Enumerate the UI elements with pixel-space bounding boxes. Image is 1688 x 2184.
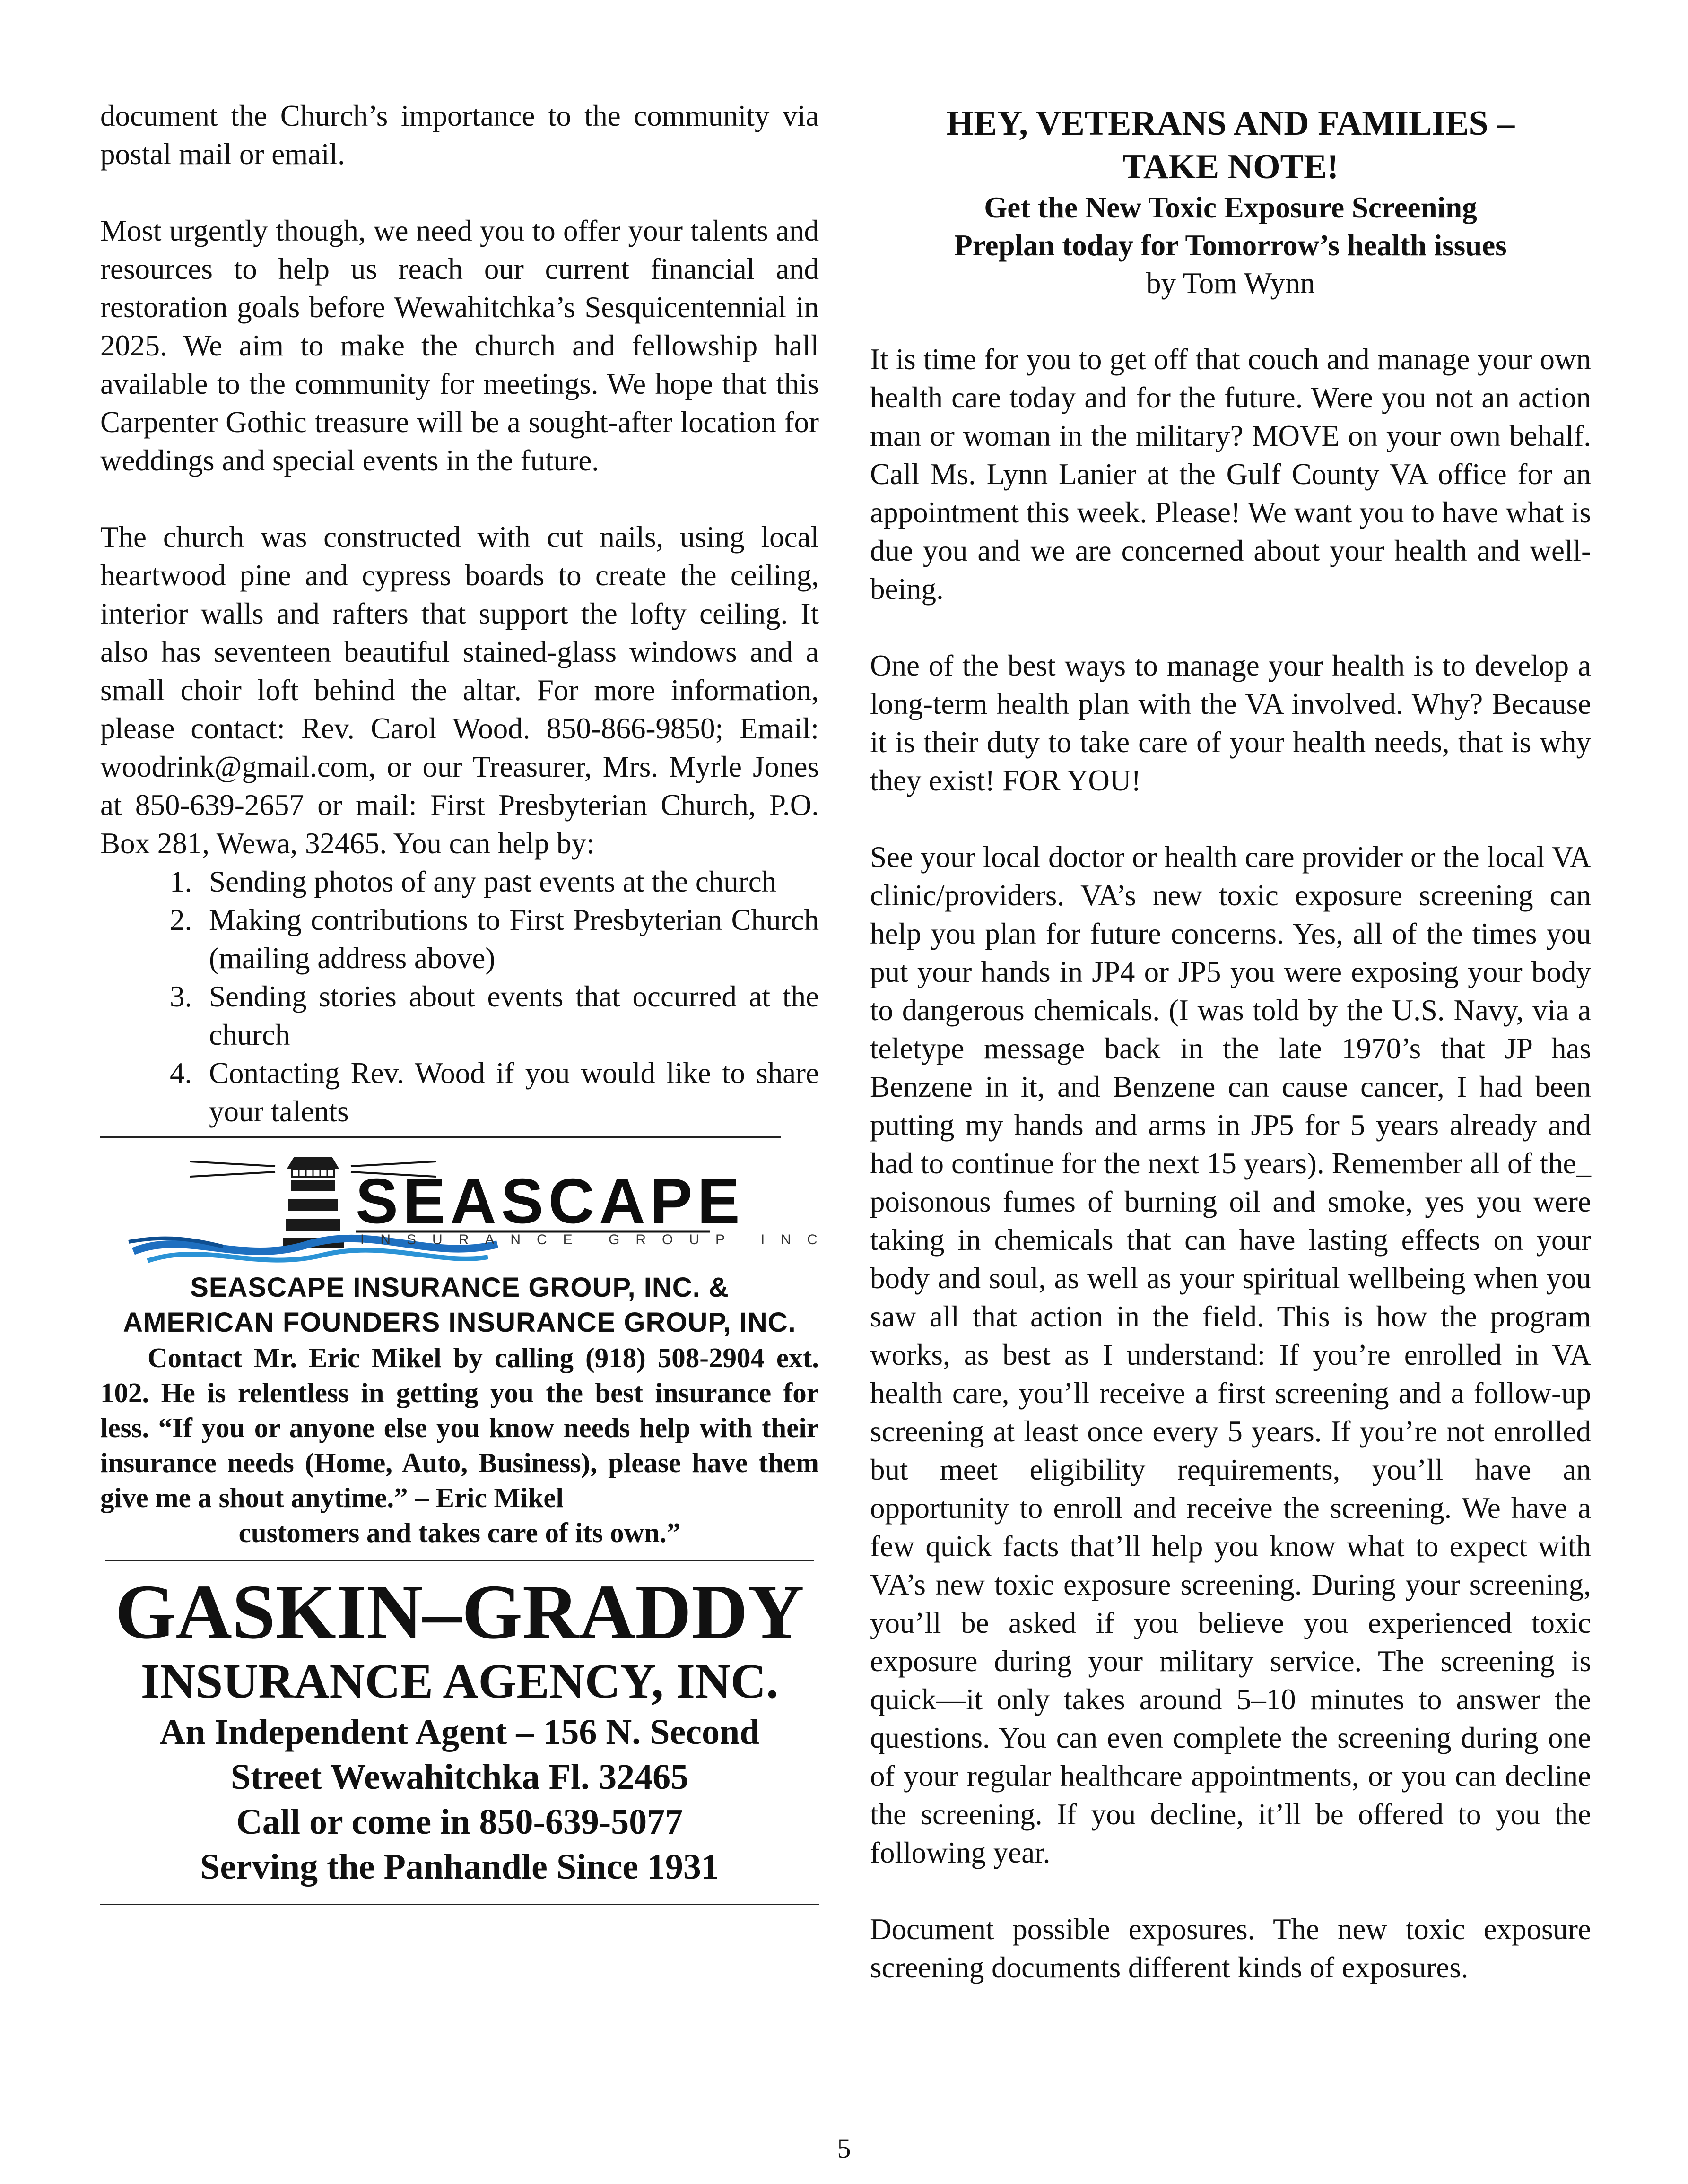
section-divider bbox=[100, 1904, 819, 1905]
right-column bbox=[870, 102, 1591, 1987]
gaskin-graddy-address-line: Street Wewahitchka Fl. 32465 bbox=[230, 1757, 689, 1797]
church-history-paragraph: The church was constructed with cut nails, using local heartwood pine and cypress boards to create the ceiling, interior walls and rafters that support the lofty ceiling. It also has seventeen beautiful stained-glass windows and a small choir loft behind the altar. For more information, please contact: Rev. Carol Wood. 850-866-9850; Email: woodrink@gmail.com, or our Treasurer, Mrs. Myrle Jones at 850-639-2657 or mail: First Presbyterian Church, P.O. Box 281, Wewa, 32465. You can help by: bbox=[100, 520, 819, 860]
section-divider bbox=[105, 1560, 814, 1561]
help-list-item: 2. Making contributions to First Presbyterian Church (mailing address above) bbox=[200, 901, 819, 978]
help-list bbox=[100, 863, 819, 1131]
section-divider bbox=[100, 1136, 781, 1138]
gaskin-graddy-title: GASKIN–GRADDY bbox=[115, 1569, 804, 1655]
seascape-logo bbox=[100, 1147, 834, 1265]
article-byline: by Tom Wynn bbox=[1146, 267, 1315, 300]
gaskin-graddy-address-line: An Independent Agent – 156 N. Second bbox=[159, 1712, 760, 1752]
lighthouse-logo-icon bbox=[129, 1147, 834, 1265]
article-paragraph: It is time for you to get off that couch and manage your own health care today and for the future. Were you not an action man or woman in the military? MOVE on your own behalf. Call Ms. Lynn Lanier at the Gulf County VA office for an appointment this week. Please! We want you to have what is due you and we are concerned about your health and well-being. bbox=[870, 343, 1591, 606]
article-paragraph: One of the best ways to manage your health is to develop a long-term health plan with the VA involved. Why? Because it is their duty to take care of your health needs, that is why they exist! FOR YOU! bbox=[870, 649, 1591, 797]
church-intro-paragraph: document the Church’s importance to the community via postal mail or email. bbox=[100, 99, 819, 171]
page-number: 5 bbox=[837, 2133, 851, 2164]
help-list-item: 1. Sending photos of any past events at the church bbox=[200, 863, 819, 901]
gaskin-graddy-subtitle: INSURANCE AGENCY, INC. bbox=[140, 1654, 779, 1708]
article-headline: HEY, VETERANS AND FAMILIES – bbox=[946, 104, 1515, 143]
seascape-tail-text: customers and takes care of its own.” bbox=[238, 1517, 681, 1548]
seascape-logo-word: SEASCAPE bbox=[356, 1165, 745, 1237]
left-column bbox=[100, 97, 834, 1905]
article-paragraph: Document possible exposures. The new toxic exposure screening documents different kinds of exposures. bbox=[870, 1913, 1591, 1984]
seascape-contact-text: Contact Mr. Eric Mikel by calling (918) 508-2904 ext. 102. He is relentless in getting you the best insurance for less. “If you or anyone else you know needs help with their insurance needs (Home, Auto, Business), please have them give me a shout anytime.” – Eric Mikel bbox=[100, 1342, 819, 1513]
gaskin-graddy-phone-line: Call or come in 850-639-5077 bbox=[236, 1802, 683, 1842]
article-subheadline: Get the New Toxic Exposure Screening bbox=[984, 191, 1477, 224]
seascape-company-names: SEASCAPE INSURANCE GROUP, INC. & AMERICAN FOUNDERS INSURANCE GROUP, INC. bbox=[123, 1272, 796, 1338]
help-list-item: 3. Sending stories about events that occurred at the church bbox=[200, 978, 819, 1054]
gaskin-graddy-since-line: Serving the Panhandle Since 1931 bbox=[200, 1847, 719, 1887]
seascape-logo-subtitle: INSURANCE GROUP INC bbox=[360, 1232, 834, 1248]
help-list-item: 4. Contacting Rev. Wood if you would like to share your talents bbox=[200, 1054, 819, 1131]
article-subheadline: Preplan today for Tomorrow’s health issues bbox=[954, 229, 1507, 262]
article-headline: TAKE NOTE! bbox=[1122, 147, 1339, 186]
article-paragraph: See your local doctor or health care provider or the local VA clinic/providers. VA’s new toxic exposure screening can help you plan for future concerns. Yes, all of the times you put your hands in JP4 or JP5 you were exposing your body to dangerous chemicals. (I was told by the U.S. Navy, via a teletype message back in the late 1970’s that JP has Benzene in it, and Benzene can cause cancer, I had been putting my hands and arms in JP5 for 5 years already and had to continue for the next 15 years). Remember all of the_ poisonous fumes of burning oil and smoke, yes you were taking in chemicals that can have lasting effects on your body and soul, as well as your spiritual wellbeing when you saw all that action in the field. This is how the program works, as best as I understand: If you’re enrolled in VA health care, you’ll receive a first screening and a follow-up screening at least once every 5 years. If you’re not enrolled but meet eligibility requirements, you’ll have an opportunity to enroll and receive the screening. We have a few quick facts that’ll help you know what to expect with VA’s new toxic exposure screening. During your screening, you’ll be asked if you believe you experienced toxic exposure during your military service. The screening is quick—it only takes around 5–10 minutes to answer the questions. You can even complete the screening during one of your regular healthcare appointments, or you can decline the screening. If you decline, it’ll be offered to you the following year. bbox=[870, 841, 1591, 1869]
church-urgent-paragraph: Most urgently though, we need you to offer your talents and resources to help us reach our current financial and restoration goals before Wewahitchka’s Sesquicentennial in 2025. We aim to make the church and fellowship hall available to the community for meetings. We hope that this Carpenter Gothic treasure will be a sought-after location for weddings and special events in the future. bbox=[100, 214, 819, 477]
